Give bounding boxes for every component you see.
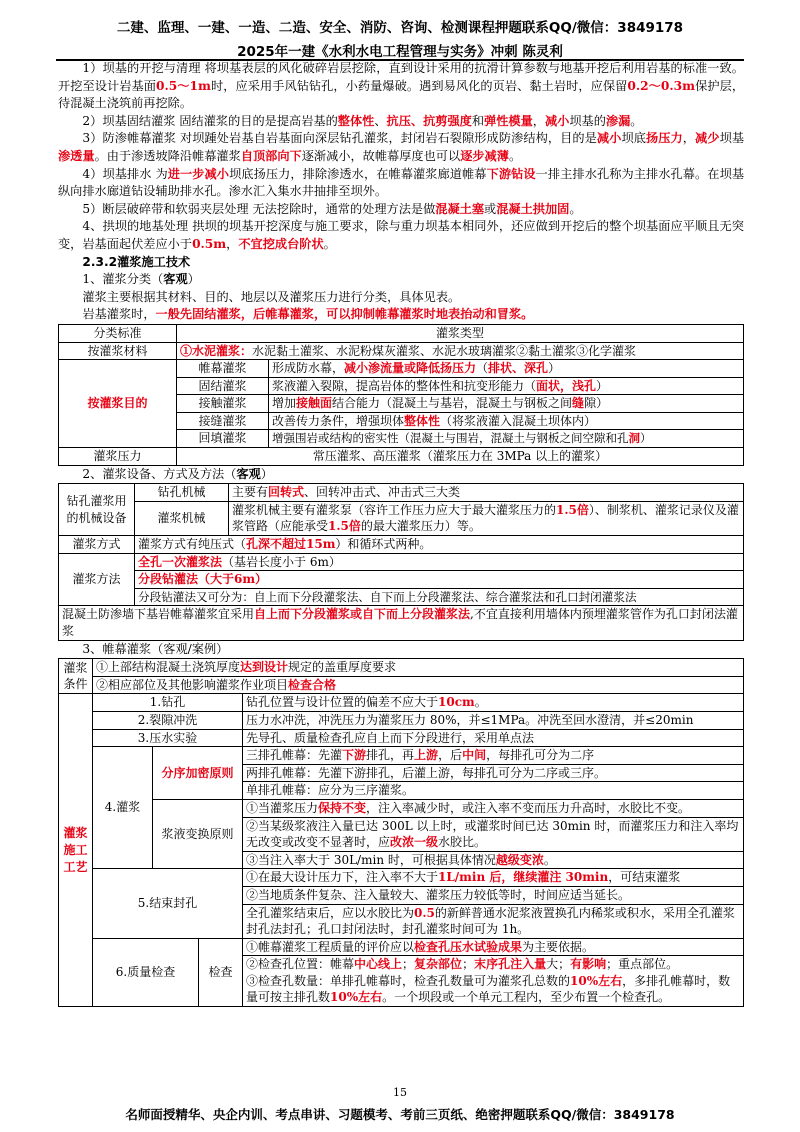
subsection-heading: 1、灌浆分类（客观） [82,272,200,287]
table-row [59,324,744,342]
subsection-heading: 3、帷幕灌浆（客观/案例） [82,641,229,656]
table-cell: 常压灌浆、高压灌浆（灌浆压力在 3MPa 以上的灌浆） [177,448,744,466]
table-row [59,360,744,378]
table-cell: 浆液灌入裂隙，提高岩体的整体性和抗变形能力（面状，浅孔） [269,377,744,395]
table-row [59,747,744,765]
table-row [59,729,744,747]
table-row [59,536,744,554]
paragraph: 4）坝基排水 为进一步减小坝底扬压力，排除渗透水，在帷幕灌浆廊道帷幕下游钻设一排主排水孔称为主排水孔幕。在坝基纵向排水廊道钻设辅助排水孔。渗水汇入集水井抽排至坝外。 [58,166,745,199]
table-cell: 接缝灌浆 [177,412,269,430]
table-row [59,659,744,677]
table-row [59,571,744,589]
table-cell: 全孔一次灌浆法（基岩长度小于 6m） [135,553,744,571]
table-cell: 三排孔帷幕：先灌下游排孔，再上游，后中间，每排孔可分为二序 [243,747,744,765]
table-cell: ①帷幕灌浆工程质量的评价应以检查孔压水试验成果为主要依据。 [243,938,744,956]
table-cell: ①上部结构混凝土浇筑厚度达到设计规定的盖重厚度要求 [93,659,744,677]
table-row [59,938,744,956]
table-cell: 形成防水幕，减小渗流量或降低扬压力（排状、深孔） [269,360,744,378]
table-cell: ②当某级浆液注入量已达 300L 以上时，或灌浆时间已达 30min 时，而灌浆压力和注入率均无改变或改变不显著时，应改浓一级水胶比。 [243,817,744,851]
table-cell: 增强围岩或结构的密实性（混凝土与围岩，混凝土与钢板之间空隙和孔洞） [269,430,744,448]
table-cell: 固结灌浆 [177,377,269,395]
table-cell: 灌浆方法 [59,553,135,606]
table-cell: 主要有回转式、回转冲击式、冲击式三大类 [229,484,744,502]
table-cell: 按灌浆材料 [59,342,177,360]
table-cell: 混凝土防渗墙下基岩帷幕灌浆宜采用自上而下分段灌浆或自下而上分段灌浆法,不宜直接利用墙体内预埋灌浆管作为孔口封闭法灌浆 [59,606,744,640]
table-cell: 回填灌浆 [177,430,269,448]
table-cell: 钻孔机械 [135,484,229,502]
table-cell: 浆液变换原则 [153,799,243,868]
table-cell: 钻孔位置与设计位置的偏差不应大于10cm。 [243,694,744,712]
paragraph: 5）断层破碎带和软弱夹层处理 无法挖除时，通常的处理方法是做混凝土塞或混凝土拱加固。 [82,201,582,216]
table-cell: 按灌浆目的 [59,360,177,448]
table-cell: 分段钻灌法（大于6m） [135,571,744,589]
table-row [59,448,744,466]
curtain-grouting-table [58,658,744,1007]
table-cell: 2.裂隙冲洗 [93,711,243,729]
table-cell: 1.钻孔 [93,694,243,712]
table-cell: 接触灌浆 [177,395,269,413]
header-contact: 二建、监理、一建、一造、二造、安全、消防、咨询、检测课程押题联系QQ/微信：3849178 [116,20,684,36]
table-cell: ③当注入率大于 30L/min 时，可根据具体情况越级变浓。 [243,851,744,869]
table-row [59,342,744,360]
table-cell: 帷幕灌浆 [177,360,269,378]
subsection-heading: 2、灌浆设备、方式及方法（客观） [82,466,273,481]
table-cell: ①当灌浆压力保持不变，注入率减少时，或注入率不变而压力升高时，水胶比不变。 [243,799,744,817]
table-cell: 灌浆施工工艺 [59,694,93,1007]
table-cell: 6.质量检查 [93,938,199,1006]
table-row [59,869,744,887]
table-cell: ②相应部位及其他影响灌浆作业项目检查合格 [93,676,744,694]
table-cell: 分序加密原则 [153,747,243,800]
table-cell: 3.压水实验 [93,729,243,747]
table-cell: 5.结束封孔 [93,869,243,938]
table-row [59,484,744,502]
main-content [58,60,744,1007]
table-cell: 先导孔、质量检查孔应自上而下分段进行，采用单点法 [243,729,744,747]
table-row [59,676,744,694]
table-cell: 单排孔帷幕：应分为三序灌浆。 [243,782,744,800]
table-cell: 两排孔帷幕：先灌下游排孔，后灌上游，每排孔可分为二序或三序。 [243,764,744,782]
table-row [59,553,744,571]
table-cell: 压力水冲洗，冲洗压力为灌浆压力 80%，并≤1MPa。冲洗至回水澄清，并≤20min [243,711,744,729]
paragraph: 灌浆主要根据其材料、目的、地层以及灌浆压力进行分类，具体见表。 [82,289,461,304]
table-header: 灌浆类型 [177,324,744,342]
grouting-classification-table [58,324,744,466]
table-cell: ①水泥灌浆：水泥黏土灌浆、水泥粉煤灰灌浆、水泥水玻璃灌浆②黏土灌浆③化学灌浆 [177,342,744,360]
table-row [59,711,744,729]
table-cell: 灌浆压力 [59,448,177,466]
section-heading: 2.3.2灌浆施工技术 [82,254,191,269]
table-cell: 灌浆方式有纯压式（孔深不超过15m）和循环式两种。 [135,536,744,554]
table-cell: 增加接触面结合能力（混凝土与基岩，混凝土与钢板之间缝隙） [269,395,744,413]
table-row [59,588,744,606]
paragraph: 1）坝基的开挖与清理 将坝基表层的风化破碎岩层挖除，直到设计采用的抗滑计算参数与地基开挖后利用岩基的标准一致。开挖至设计岩基面0.5～1m时，应采用手风钻钻孔，小药量爆破。遇到易风化的页岩、黏土岩时，应保留0.2～0.3m保护层，待混凝土浇筑前再挖除。 [58,61,745,111]
paragraph: 2）坝基固结灌浆 固结灌浆的目的是提高岩基的整体性、抗压、抗剪强度和弹性模量，减小坝基的渗漏。 [82,113,643,128]
paragraph: 3）防渗帷幕灌浆 对坝踵处岩基自岩基面向深层钻孔灌浆，封闭岩石裂隙形成防渗结构，目的是减小坝底扬压力，减少坝基渗透量。由于渗透坡降沿帷幕灌浆自顶部向下逐渐减小，故帷幕厚度也可以逐步减薄。 [58,131,745,163]
table-cell: 钻孔灌浆用的机械设备 [59,484,135,536]
table-cell: 灌浆机械 [135,501,229,535]
table-row [59,501,744,535]
table-row [59,799,744,817]
table-row [59,606,744,640]
footer-contact: 名师面授精华、央企内训、考点串讲、习题模考、考前三页纸、绝密押题联系QQ/微信：3849178 [125,1107,675,1122]
table-cell: 分段钻灌法又可分为：自上而下分段灌浆法、自下而上分段灌浆法、综合灌浆法和孔口封闭灌浆法 [135,588,744,606]
table-cell: 全孔灌浆结束后，应以水胶比为0.5的新鲜普通水泥浆液置换孔内稀浆或积水，采用全孔灌浆封孔法封孔；孔口封闭法时，封孔灌浆时间可为 1h。 [243,904,744,938]
table-cell: 灌浆机械主要有灌浆泵（容许工作压力应大于最大灌浆压力的1.5倍）、制浆机、灌浆记录仪及灌浆管路（应能承受1.5倍的最大灌浆压力）等。 [229,501,744,535]
table-cell: 4.灌浆 [93,747,153,869]
table-cell: 改善传力条件，增强坝体整体性（将浆液灌入混凝土坝体内） [269,412,744,430]
header-title: 2025年一建《水利水电工程管理与实务》冲刺 陈灵利 [237,44,563,60]
table-cell: 灌浆条件 [59,659,93,694]
table-cell: 检查 [199,938,243,1006]
paragraph: 岩基灌浆时，一般先固结灌浆，后帷幕灌浆，可以抑制帷幕灌浆时地表抬动和冒浆。 [82,307,534,322]
grouting-equipment-table [58,483,744,640]
table-cell: 灌浆方式 [59,536,135,554]
paragraph: 4、拱坝的地基处理 拱坝的坝基开挖深度与施工要求，除与重力坝基本相同外，还应做到开挖后的整个坝基面应平顺且无突变，岩基面起伏差应小于0.5m，不宜挖成台阶状。 [58,219,744,251]
table-header: 分类标准 [59,324,177,342]
table-cell: ②当地质条件复杂、注入量较大、灌浆压力较低等时，时间应适当延长。 [243,886,744,904]
table-cell: ①在最大设计压力下，注入率不大于1L/min 后，继续灌注 30min，可结束灌浆 [243,869,744,887]
table-cell: ②检查孔位置：帷幕中心线上；复杂部位；末序孔注入量大；有影响；重点部位。 ③检查孔数量：单排孔帷幕时，检查孔数量可为灌浆孔总数的10%左右，多排孔帷幕时，数量可按主排孔数10%左右。一个坝段或一个单元工程内，至少布置一个检查孔。 [243,956,744,1007]
table-row [59,694,744,712]
page-number: 15 [393,1086,407,1099]
